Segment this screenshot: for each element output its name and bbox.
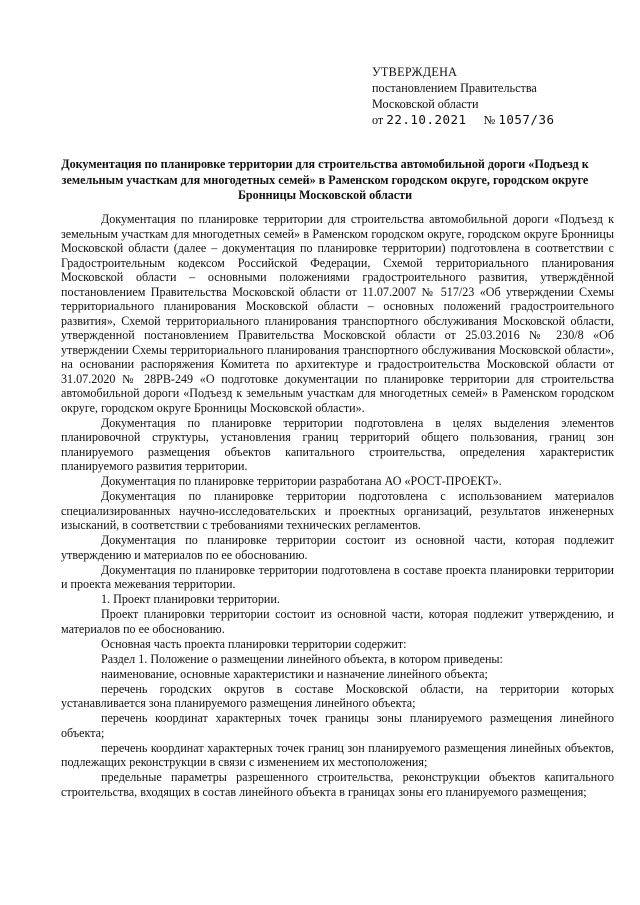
paragraph: Документация по планировке территории для строительства автомобильной дороги «Подъезд к земельным участкам для многодетных семей» в Раменском городском округе, городском округе Бронницы Московской области (далее – документация по планировке территории) подготовлена в соответствии с Градостроительным кодексом Российской Федерации, Схемой территориального планирования Московской области – основными положениями градостроительного развития, утверждённой постановлением Правительства Московской области от 11.07.2007 № 517/23 «Об утверждении Схемы территориального планирования Московской области – основных положений градостроительного развития», Схемой территориального планирования транспортного обслуживания Московской области, утвержденной постановлением Правительства Московской области от 25.03.2016 № 230/8 «Об утверждении Схемы территориального планирования транспортного обслуживания Московской области», на основании распоряжения Комитета по архитектуре и градостроительства Московской области от 31.07.2020 № 28РВ-249 «О подготовке документации по планировке территории для строительства автомобильной дороги «Подъезд к земельным участкам для многодетных семей» в Раменском городском округе, городском округе Бронницы Московской области». bbox=[61, 212, 614, 415]
document-body bbox=[61, 212, 614, 799]
paragraph: Документация по планировке территории состоит из основной части, которая подлежит утверждению и материалов по ее обоснованию. bbox=[61, 533, 614, 562]
paragraph: наименование, основные характеристики и назначение линейного объекта; bbox=[101, 666, 488, 681]
paragraph: Документация по планировке территории подготовлена в целях выделения элементов планировочной структуры, установления границ территорий общего пользования, границ зон планируемого размещения объектов капитального строительства, определения характеристик планируемого развития территории. bbox=[61, 415, 614, 473]
approval-number: 1057/36 bbox=[498, 112, 555, 127]
approval-stamp bbox=[372, 64, 555, 128]
number-prefix: № bbox=[483, 113, 496, 127]
paragraph: предельные параметры разрешенного строительства, реконструкции объектов капитального строительства, входящих в состав линейного объекта в границах зоны его планируемого размещения; bbox=[61, 770, 614, 799]
paragraph: 1. Проект планировки территории. bbox=[101, 592, 280, 606]
paragraph: Документация по планировке территории подготовлена в составе проекта планировки территории и проекта межевания территории. bbox=[61, 562, 614, 591]
approval-date: 22.10.2021 bbox=[386, 112, 467, 127]
paragraph: перечень городских округов в составе Московской области, на территории которых устанавливается зона планируемого размещения линейного объекта; bbox=[61, 681, 614, 710]
paragraph: Документация по планировке территории разработана АО «РОСТ-ПРОЕКТ». bbox=[101, 474, 502, 488]
approval-heading: УТВЕРЖДЕНА bbox=[372, 65, 458, 79]
paragraph: Раздел 1. Положение о размещении линейного объекта, в котором приведены: bbox=[101, 651, 503, 666]
approval-date-row bbox=[372, 112, 555, 128]
document-title: Документация по планировке территории для строительства автомобильной дороги «Подъезд к земельным участкам для многодетных семей» в Раменском городском округе, городском округе Бронницы Московской области bbox=[61, 157, 589, 203]
approval-region: Московской области bbox=[372, 97, 479, 111]
approval-authority: постановлением Правительства bbox=[372, 81, 537, 95]
date-prefix: от bbox=[372, 113, 384, 127]
paragraph: Документация по планировке территории подготовлена с использованием материалов специализированных научно-исследовательских и проектных организаций, результатов инженерных изысканий, в соответствии с требованиями технических регламентов. bbox=[61, 489, 614, 532]
paragraph: перечень координат характерных точек границ зон планируемого размещения линейных объектов, подлежащих реконструкции в связи с изменением их местоположения; bbox=[61, 740, 614, 769]
paragraph: Проект планировки территории состоит из основной части, которая подлежит утверждению, и материалов по ее обоснованию. bbox=[61, 607, 614, 636]
paragraph: Основная часть проекта планировки территории содержит: bbox=[101, 636, 407, 651]
paragraph: перечень координат характерных точек границы зоны планируемого размещения линейного объекта; bbox=[61, 711, 614, 740]
